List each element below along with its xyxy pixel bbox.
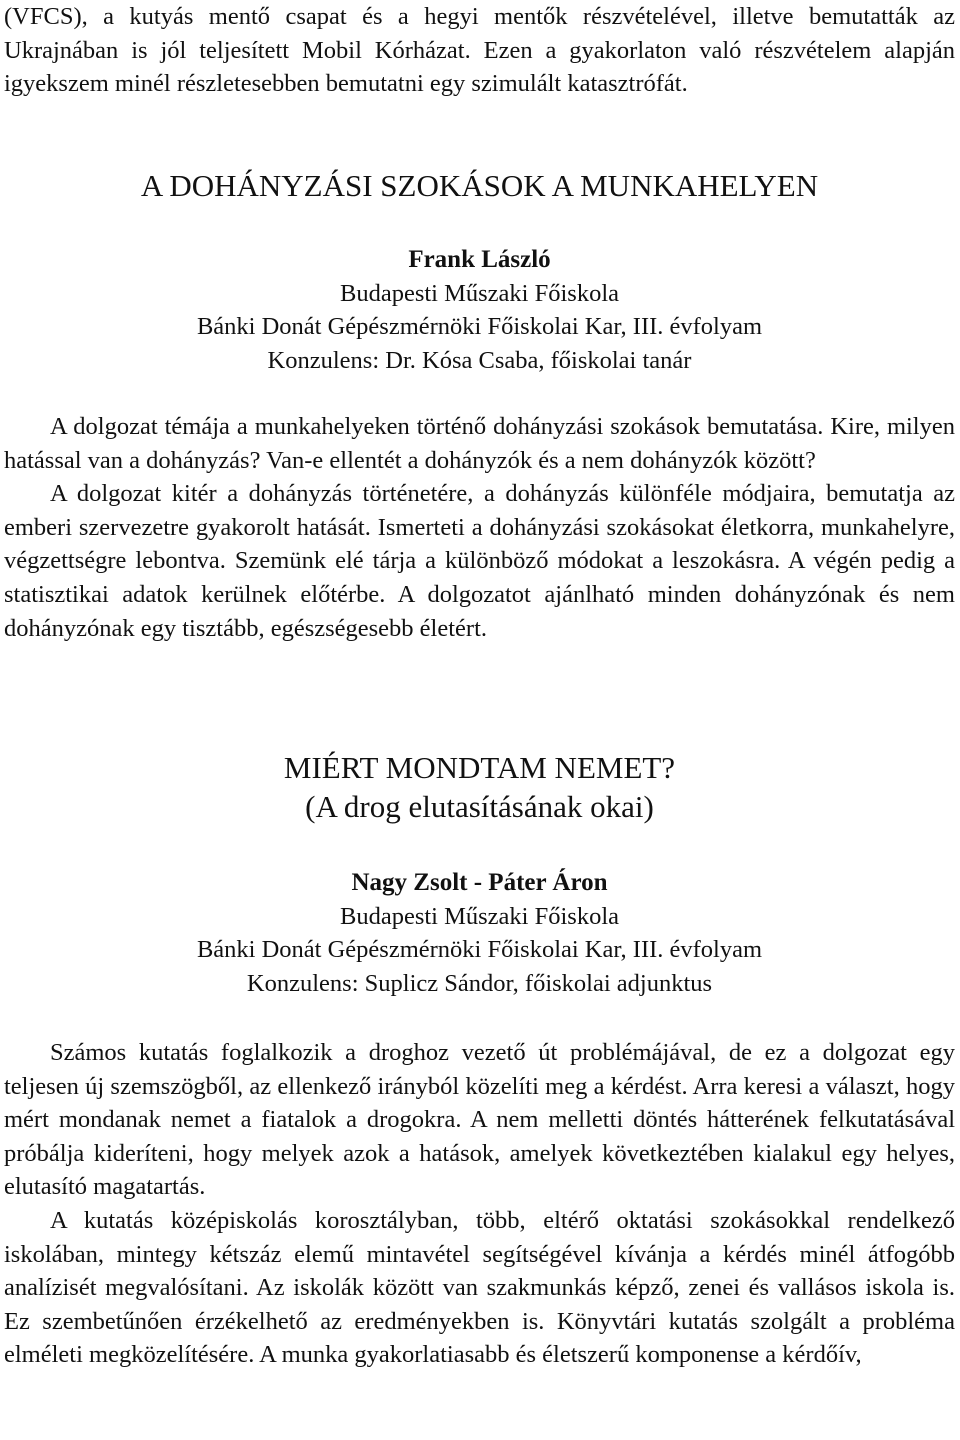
article2-faculty: Bánki Donát Gépészmérnöki Főiskolai Kar, III. évfolyam: [196, 936, 763, 964]
article2-authors: Nagy Zsolt - Páter Áron: [351, 869, 608, 896]
article2-paragraph-1: Számos kutatás foglalkozik a droghoz vezető út problémájával, de ez a dolgozat egy teljesen új szemszögből, az ellenkező irányból közelíti meg a kérdést. Arra keresi a választ, hogy mért mondanak nemet a fiatalok a drogokra. A nem melletti döntés hátterének felkutatásával próbálja kideríteni, hogy melyek azok a hatások, amelyek következtében kialakul egy helyes, elutasító magatartás.: [4, 1039, 955, 1201]
article1-paragraph-1: A dolgozat témája a munkahelyeken történő dohányzási szokások bemutatása. Kire, milyen hatással van a dohányzás? Van-e ellentét a dohányzók és a nem dohányzók között?: [4, 413, 955, 474]
article1-paragraph-2: A dolgozat kitér a dohányzás történetére, a dohányzás különféle módjaira, bemutatja az emberi szervezetre gyakorolt hatását. Ismerteti a dohányzási szokásokat életkorra, munkahelyre, végzettségre lebontva. Szemünk elé tárja a különböző módokat a leszokásra. A végén pedig a statisztikai adatok kerülnek előtérbe. A dolgozatot ajánlható minden dohányzónak és nem dohányzónak egy tisztább, egészségesebb életért.: [4, 480, 955, 642]
article1-title: A DOHÁNYZÁSI SZOKÁSOK A MUNKAHELYEN: [140, 168, 819, 203]
article2-title-line-1: MIÉRT MONDTAM NEMET?: [283, 750, 676, 785]
article2-supervisor: Konzulens: Suplicz Sándor, főiskolai adjunktus: [246, 969, 713, 997]
article2-abstract: [4, 1036, 955, 1372]
article2-author-block: [4, 866, 955, 1000]
article1-faculty: Bánki Donát Gépészmérnöki Főiskolai Kar, III. évfolyam: [196, 313, 763, 341]
article2-title-line-2: (A drog elutasításának okai): [305, 789, 654, 824]
article2-institution: Budapesti Műszaki Főiskola: [339, 902, 619, 930]
article2-paragraph-2: A kutatás középiskolás korosztályban, több, eltérő oktatási szokásokkal rendelkező iskolában, mintegy kétszáz elemű mintavétel segítségével kívánja a kérdés minél átfogóbb analízisét megvalósítani. Az iskolák között van szakmunkás képző, zenei és vallásos iskola is. Ez szembetűnően érzékelhető az eredményekben is. Könyvtári kutatás szolgált a probléma elméleti megközelítésére. A munka gyakorlatiasabb és életszerű komponense a kérdőív,: [4, 1206, 955, 1369]
article1-author: Frank László: [408, 246, 551, 273]
article1-supervisor: Konzulens: Dr. Kósa Csaba, főiskolai tanár: [267, 346, 692, 374]
article1-abstract: [4, 410, 955, 645]
intro-paragraph: (VFCS), a kutyás mentő csapat és a hegyi mentők részvételével, illetve bemutatták az Ukrajnában is jól teljesített Mobil Kórházat. Ezen a gyakorlaton való részvételem alapján igyekszem minél részletesebben bemutatni egy szimulált katasztrófát.: [4, 3, 955, 98]
article2-title: [4, 748, 955, 826]
article1-institution: Budapesti Műszaki Főiskola: [339, 279, 619, 307]
article1-author-block: [4, 243, 955, 377]
